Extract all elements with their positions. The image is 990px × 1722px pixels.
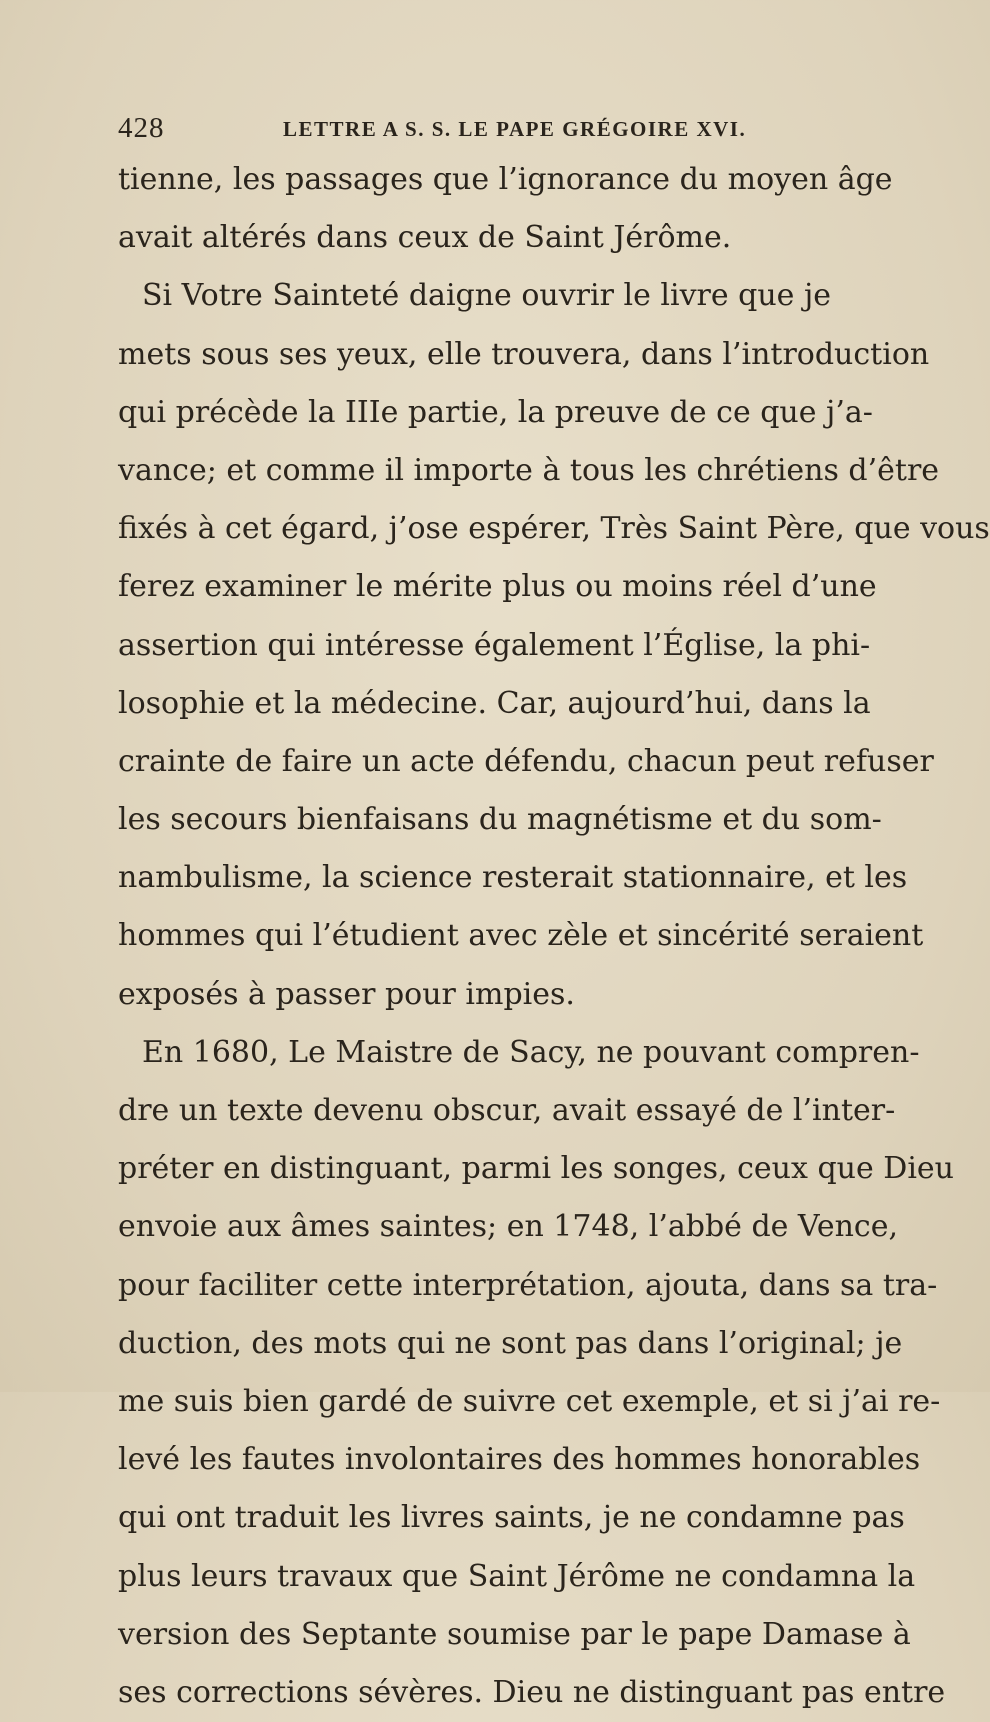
text-line: version des Septante soumise par le pape Damase à	[118, 1616, 911, 1652]
text-line: avait altérés dans ceux de Saint Jérôme.	[118, 220, 732, 256]
text-line: nambulisme, la science resterait stationnaire, et les	[118, 860, 908, 896]
text-line: losophie et la médecine. Car, aujourd’hui, dans la	[118, 685, 871, 721]
text-line: crainte de faire un acte défendu, chacun peut refuser	[118, 743, 934, 779]
text-line: vance; et comme il importe à tous les chrétiens d’être	[118, 452, 940, 488]
text-line: Si Votre Sainteté daigne ouvrir le livre que je	[142, 278, 832, 314]
text-line: mets sous ses yeux, elle trouvera, dans l’introduction	[118, 336, 930, 372]
text-line: exposés à passer pour impies.	[118, 976, 575, 1012]
body-text	[118, 151, 990, 1722]
running-head	[118, 112, 758, 152]
text-line: En 1680, Le Maistre de Sacy, ne pouvant compren-	[142, 1034, 920, 1070]
text-line: qui précède la IIIe partie, la preuve de ce que j’a-	[118, 394, 873, 430]
text-line: tienne, les passages que l’ignorance du moyen âge	[118, 162, 893, 197]
text-line: qui ont traduit les livres saints, je ne condamne pas	[118, 1500, 905, 1536]
text-line: envoie aux âmes saintes; en 1748, l’abbé de Vence,	[118, 1209, 899, 1245]
text-line: plus leurs travaux que Saint Jérôme ne condamna la	[118, 1558, 916, 1594]
text-line: ses corrections sévères. Dieu ne distinguant pas entre	[118, 1674, 946, 1710]
text-line: dre un texte devenu obscur, avait essayé de l’inter-	[118, 1093, 896, 1128]
text-line: assertion qui intéresse également l’Église, la phi-	[118, 627, 871, 663]
running-title: LETTRE A S. S. LE PAPE GRÉGOIRE XVI.	[283, 117, 747, 141]
text-line: levé les fautes involontaires des hommes honorables	[118, 1442, 921, 1478]
text-line: pour faciliter cette interprétation, ajouta, dans sa tra-	[118, 1267, 938, 1303]
text-line: hommes qui l’étudient avec zèle et sincérité seraient	[118, 918, 924, 954]
text-line: me suis bien gardé de suivre cet exemple, et si j’ai re-	[118, 1383, 941, 1419]
page-number: 428	[118, 112, 165, 144]
text-line: les secours bienfaisans du magnétisme et du som-	[118, 802, 882, 838]
text-line: ferez examiner le mérite plus ou moins réel d’une	[118, 569, 877, 605]
text-line: duction, des mots qui ne sont pas dans l’original; je	[118, 1325, 903, 1361]
text-line: fixés à cet égard, j’ose espérer, Très Saint Père, que vous	[118, 511, 990, 547]
text-line: préter en distinguant, parmi les songes, ceux que Dieu	[118, 1151, 954, 1187]
